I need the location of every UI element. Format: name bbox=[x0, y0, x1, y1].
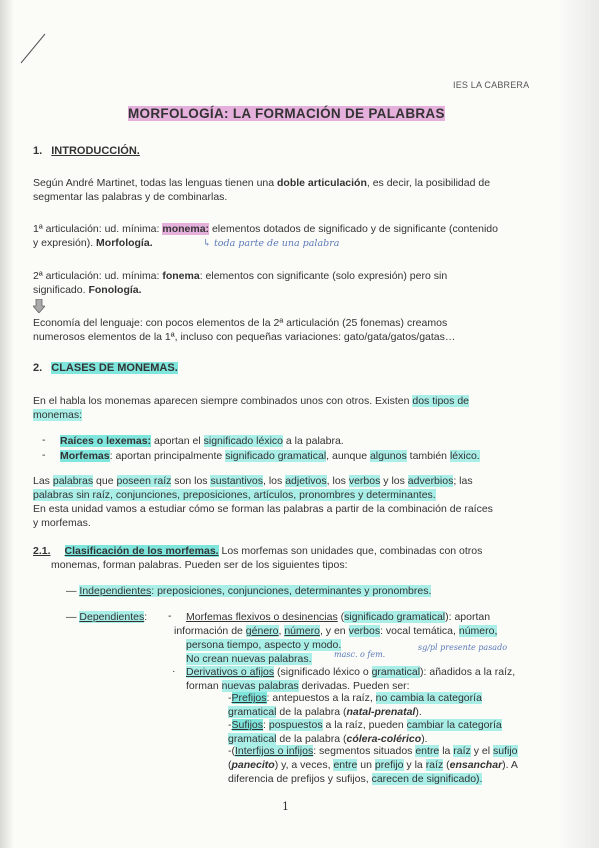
highlight: número, bbox=[458, 625, 498, 637]
text-run: En esta unidad vamos a estudiar cómo se forman las palabras a partir de la combinación de raíces bbox=[33, 503, 493, 515]
second-articulation bbox=[33, 269, 581, 297]
text-run: ( bbox=[231, 745, 235, 757]
text-run: : aportan principalmente bbox=[109, 450, 226, 462]
text-bold: doble articulación bbox=[277, 177, 367, 189]
text-run: forman bbox=[186, 680, 222, 692]
highlight: significado gramatical bbox=[344, 611, 446, 623]
highlight: Interfijos o infijos bbox=[235, 745, 314, 757]
text-run: , aunque bbox=[326, 450, 370, 462]
bullet-dot: · bbox=[172, 665, 176, 677]
bullet-dash: - bbox=[168, 610, 172, 622]
arrow-down-icon bbox=[33, 299, 45, 313]
independientes-item: — Independientes: preposiciones, conjunciones, determinantes y pronombres. bbox=[66, 585, 432, 597]
text-bold: Fonología. bbox=[88, 284, 142, 296]
pen-mark-icon bbox=[18, 30, 48, 66]
section-2-heading bbox=[33, 362, 178, 374]
highlight-bold: Morfemas bbox=[60, 450, 110, 462]
list-item-morfemas bbox=[60, 449, 480, 463]
highlight: prefijo bbox=[374, 759, 404, 771]
text-run: : vocal temática, bbox=[380, 625, 459, 637]
text-run: Economía del lenguaje: con pocos elementos de la 2ª articulación (25 fonemas) creamos bbox=[33, 317, 448, 329]
highlight: cambiar la categoría bbox=[406, 719, 502, 731]
highlight: raíz bbox=[453, 745, 471, 757]
text-run: la bbox=[439, 745, 454, 757]
text-bold: fonema bbox=[162, 270, 200, 282]
subsection-title: Clasificación de los morfemas. bbox=[64, 545, 219, 557]
text-run: : elementos con significante (solo expresión) pero sin bbox=[199, 270, 448, 282]
derivativos-item bbox=[186, 665, 566, 693]
highlight: Sufijos bbox=[231, 719, 264, 731]
interfijos-item: -(Interfijos o infijos: segmentos situados entre la raíz y el sufijo (panecito) y, a veces, entre un prefijo y la raíz (ensanchar). A diferencia de prefijos y sufijos, carecen de significado). bbox=[228, 745, 518, 785]
prefijos-item: -Prefijos: antepuestos a la raíz, no cambia la categoría gramatical de la palabra (natal-prenatal). bbox=[228, 692, 482, 718]
highlight: entre bbox=[415, 745, 440, 757]
highlight: poseen raíz bbox=[116, 475, 172, 487]
text-run: aportan el bbox=[151, 435, 204, 447]
dependientes-label: — Dependientes: bbox=[66, 611, 148, 623]
text-run: ): aportan bbox=[445, 611, 491, 623]
text-run: y expresión). bbox=[33, 237, 97, 249]
highlight: verbos bbox=[348, 475, 381, 487]
highlight: significado léxico bbox=[203, 435, 283, 447]
text-run: : segmentos situados bbox=[313, 745, 416, 757]
example-word: panecito bbox=[231, 759, 275, 771]
text-run: a la raíz, pueden bbox=[322, 719, 407, 731]
example-word: ensanchar bbox=[449, 759, 503, 771]
text-underlined: Morfemas flexivos o desinencias bbox=[186, 611, 338, 623]
text-run: información de bbox=[174, 625, 246, 637]
highlight: número bbox=[284, 625, 320, 637]
section-1-heading bbox=[33, 145, 140, 157]
text-run: y el bbox=[470, 745, 493, 757]
text-run: ): añadidos a la raíz, bbox=[420, 666, 516, 678]
section-2-intro bbox=[33, 394, 581, 422]
bullet-dash: - bbox=[42, 449, 46, 461]
school-name: IES LA CABRERA bbox=[453, 80, 530, 90]
highlight: pospuestos bbox=[268, 719, 323, 731]
example-word: natal-prenatal bbox=[346, 706, 416, 718]
text-run: Las bbox=[33, 475, 53, 487]
highlight-label: Independientes bbox=[79, 585, 152, 597]
section-number: 1. bbox=[33, 145, 43, 157]
highlight: algunos bbox=[369, 450, 407, 462]
text-run: ). A bbox=[502, 759, 518, 771]
handwritten-note: sg/pl presente pasado bbox=[418, 643, 508, 652]
highlight: verbos bbox=[348, 625, 381, 637]
text-run: diferencia de prefijos y sufijos, bbox=[228, 773, 372, 785]
text-run: ( bbox=[337, 611, 345, 623]
text-run: ) y, a veces, bbox=[274, 759, 334, 771]
text-run: (significado léxico o bbox=[274, 666, 372, 678]
economy-paragraph bbox=[33, 316, 581, 344]
intro-paragraph bbox=[33, 176, 581, 204]
highlight: No crean nuevas palabras. bbox=[186, 653, 312, 665]
text-run: derivadas. Pueden ser: bbox=[298, 680, 410, 692]
text-run: ). bbox=[421, 733, 428, 745]
highlight: persona tiempo, aspecto y modo. bbox=[186, 639, 342, 651]
text-run: 2ª articulación: ud. mínima: bbox=[33, 270, 163, 282]
example-word: cólera-colérico bbox=[346, 733, 422, 745]
highlight-bold: Raíces o lexemas: bbox=[60, 435, 152, 447]
page-number: 1 bbox=[282, 800, 289, 813]
text-run: ( bbox=[228, 759, 232, 771]
text-run: y morfemas. bbox=[33, 517, 91, 529]
text-run: segmentar las palabras y de combinarlas. bbox=[33, 191, 228, 203]
highlight: gramatical bbox=[228, 733, 277, 745]
text-run: elementos dotados de significado y de significante (contenido bbox=[209, 223, 498, 235]
text-run: significado. bbox=[33, 284, 89, 296]
list-item-raices bbox=[60, 434, 344, 448]
highlight: carecen de significado). bbox=[371, 773, 483, 785]
text-run: ; las bbox=[453, 475, 473, 487]
highlight-monema: monema: bbox=[162, 223, 210, 235]
highlight: dos tipos de bbox=[412, 395, 469, 407]
sufijos-item: -Sufijos: pospuestos a la raíz, pueden cambiar la categoría gramatical de la palabra (cólera-colérico). bbox=[228, 719, 502, 745]
text-run: de la palabra ( bbox=[276, 706, 347, 718]
text-run: un bbox=[357, 759, 375, 771]
highlight: nuevas palabras bbox=[221, 680, 299, 692]
scan-shadow-left bbox=[0, 0, 14, 848]
highlight: sustantivos bbox=[210, 475, 264, 487]
highlight: no cambia la categoría bbox=[375, 692, 482, 704]
text-run: En el habla los monemas aparecen siempre combinados unos con otros. Existen bbox=[33, 395, 413, 407]
text-run: 1ª articulación: ud. mínima: bbox=[33, 223, 163, 235]
text-run: ( bbox=[443, 759, 450, 771]
text-run: monemas, forman palabras. Pueden ser de los siguientes tipos: bbox=[51, 559, 348, 571]
highlight: adverbios bbox=[407, 475, 454, 487]
handwritten-note: ↳ toda parte de una palabra bbox=[203, 238, 340, 249]
highlight: género bbox=[245, 625, 279, 637]
highlight: significado gramatical bbox=[225, 450, 327, 462]
highlight: monemas: bbox=[33, 409, 83, 421]
text-run: , bbox=[278, 625, 285, 637]
highlight: gramatical bbox=[228, 706, 277, 718]
text-run: de la palabra ( bbox=[276, 733, 347, 745]
highlight: sufijo bbox=[493, 745, 518, 757]
highlight: Prefijos bbox=[231, 692, 267, 704]
text-run: : bbox=[263, 719, 269, 731]
highlight: palabras bbox=[52, 475, 94, 487]
text-bold: Morfología. bbox=[96, 237, 153, 249]
highlight: gramatical bbox=[371, 666, 421, 678]
section-title: CLASES DE MONEMAS. bbox=[51, 362, 178, 374]
highlight: Derivativos o afijos bbox=[186, 666, 275, 678]
text-run: ). bbox=[415, 706, 422, 718]
highlight: palabras sin raíz, conjunciones, preposiciones, artículos, pronombres y determinantes. bbox=[33, 489, 436, 501]
section-title: INTRODUCCIÓN. bbox=[51, 145, 140, 157]
handwritten-note: masc. o fem. bbox=[334, 650, 386, 659]
highlight: entre bbox=[333, 759, 358, 771]
text-run: numerosos elementos de la 1ª, incluso con pequeñas variaciones: gato/gata/gatos/gatas… bbox=[33, 331, 456, 343]
text-run: también bbox=[406, 450, 450, 462]
text-run: , los bbox=[263, 475, 286, 487]
text-run: son los bbox=[171, 475, 211, 487]
text-run: que bbox=[93, 475, 117, 487]
highlight: raíz bbox=[425, 759, 444, 771]
text-run: y los bbox=[380, 475, 408, 487]
section-number: 2. bbox=[33, 362, 43, 374]
text-run: Según André Martinet, todas las lenguas tienen una bbox=[33, 177, 278, 189]
text-run: , y en bbox=[319, 625, 349, 637]
subsection-number: 2.1. bbox=[33, 545, 51, 557]
text-run: : antepuestos a la raíz, bbox=[266, 692, 376, 704]
highlight: léxico. bbox=[449, 450, 480, 462]
text-run: a la palabra. bbox=[283, 435, 344, 447]
highlight: : preposiciones, conjunciones, determinantes y pronombres. bbox=[151, 585, 432, 597]
highlight-label: Dependientes bbox=[79, 611, 145, 623]
text-run: Los morfemas son unidades que, combinadas con otros bbox=[218, 545, 483, 557]
page-title: MORFOLOGÍA: LA FORMACIÓN DE PALABRAS bbox=[128, 106, 445, 121]
text-run: y la bbox=[403, 759, 426, 771]
words-paragraph bbox=[33, 474, 581, 530]
text-run: , es decir, la posibilidad de bbox=[366, 177, 491, 189]
highlight: adjetivos bbox=[285, 475, 327, 487]
text-run: , los bbox=[326, 475, 349, 487]
bullet-dash: - bbox=[42, 434, 46, 446]
section-2-1 bbox=[33, 544, 581, 572]
